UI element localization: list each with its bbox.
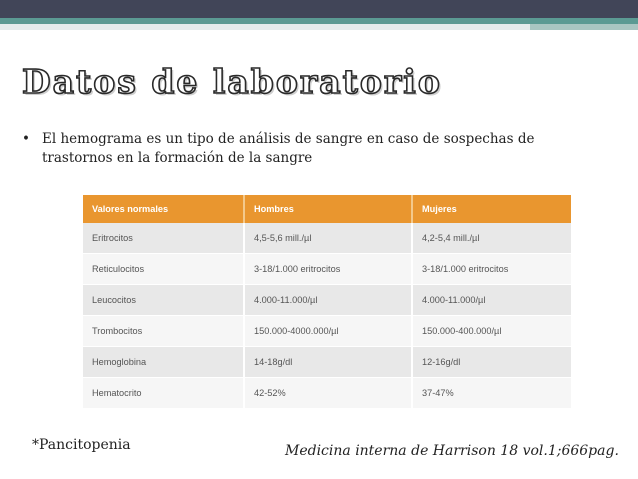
top-dark-bar [0, 0, 638, 18]
table-cell: Hemoglobina [83, 347, 244, 378]
table-row [83, 254, 571, 285]
footnote: *Pancitopenia [32, 437, 131, 453]
table-cell: 3-18/1.000 eritrocitos [244, 254, 412, 285]
bullet-marker: • [22, 131, 30, 147]
table-row [83, 316, 571, 347]
slide-title: Datos de laboratorio [22, 62, 442, 101]
citation: Medicina interna de Harrison 18 vol.1;666pag. [285, 443, 619, 459]
table-cell: 37-47% [412, 378, 571, 409]
table-cell: 4,2-5,4 mill./µl [412, 223, 571, 254]
table-cell: Reticulocitos [83, 254, 244, 285]
table-cell: Leucocitos [83, 285, 244, 316]
table-cell: 3-18/1.000 eritrocitos [412, 254, 571, 285]
top-accent-stripe [530, 24, 638, 30]
table-row [83, 223, 571, 254]
table-cell: Eritrocitos [83, 223, 244, 254]
table-cell: 42-52% [244, 378, 412, 409]
table-cell: 4.000-11.000/µl [412, 285, 571, 316]
column-header-hombres: Hombres [244, 195, 412, 223]
top-light-stripe [0, 24, 530, 30]
table-row [83, 285, 571, 316]
table-row [83, 378, 571, 409]
table-cell: 4.000-11.000/µl [244, 285, 412, 316]
table-cell: Trombocitos [83, 316, 244, 347]
table-header-row [83, 195, 571, 223]
table-cell: Hematocrito [83, 378, 244, 409]
bullet-point [22, 130, 582, 168]
bullet-text: El hemograma es un tipo de análisis de sangre en caso de sospechas de trastornos en la formación de la sangre [42, 131, 535, 166]
table-cell: 14-18g/dl [244, 347, 412, 378]
table-cell: 150.000-400.000/µl [412, 316, 571, 347]
column-header-mujeres: Mujeres [412, 195, 571, 223]
table-cell: 12-16g/dl [412, 347, 571, 378]
table-row [83, 347, 571, 378]
column-header-valores: Valores normales [83, 195, 244, 223]
table-cell: 4,5-5,6 mill./µl [244, 223, 412, 254]
table-cell: 150.000-4000.000/µl [244, 316, 412, 347]
lab-values-table [83, 195, 571, 409]
